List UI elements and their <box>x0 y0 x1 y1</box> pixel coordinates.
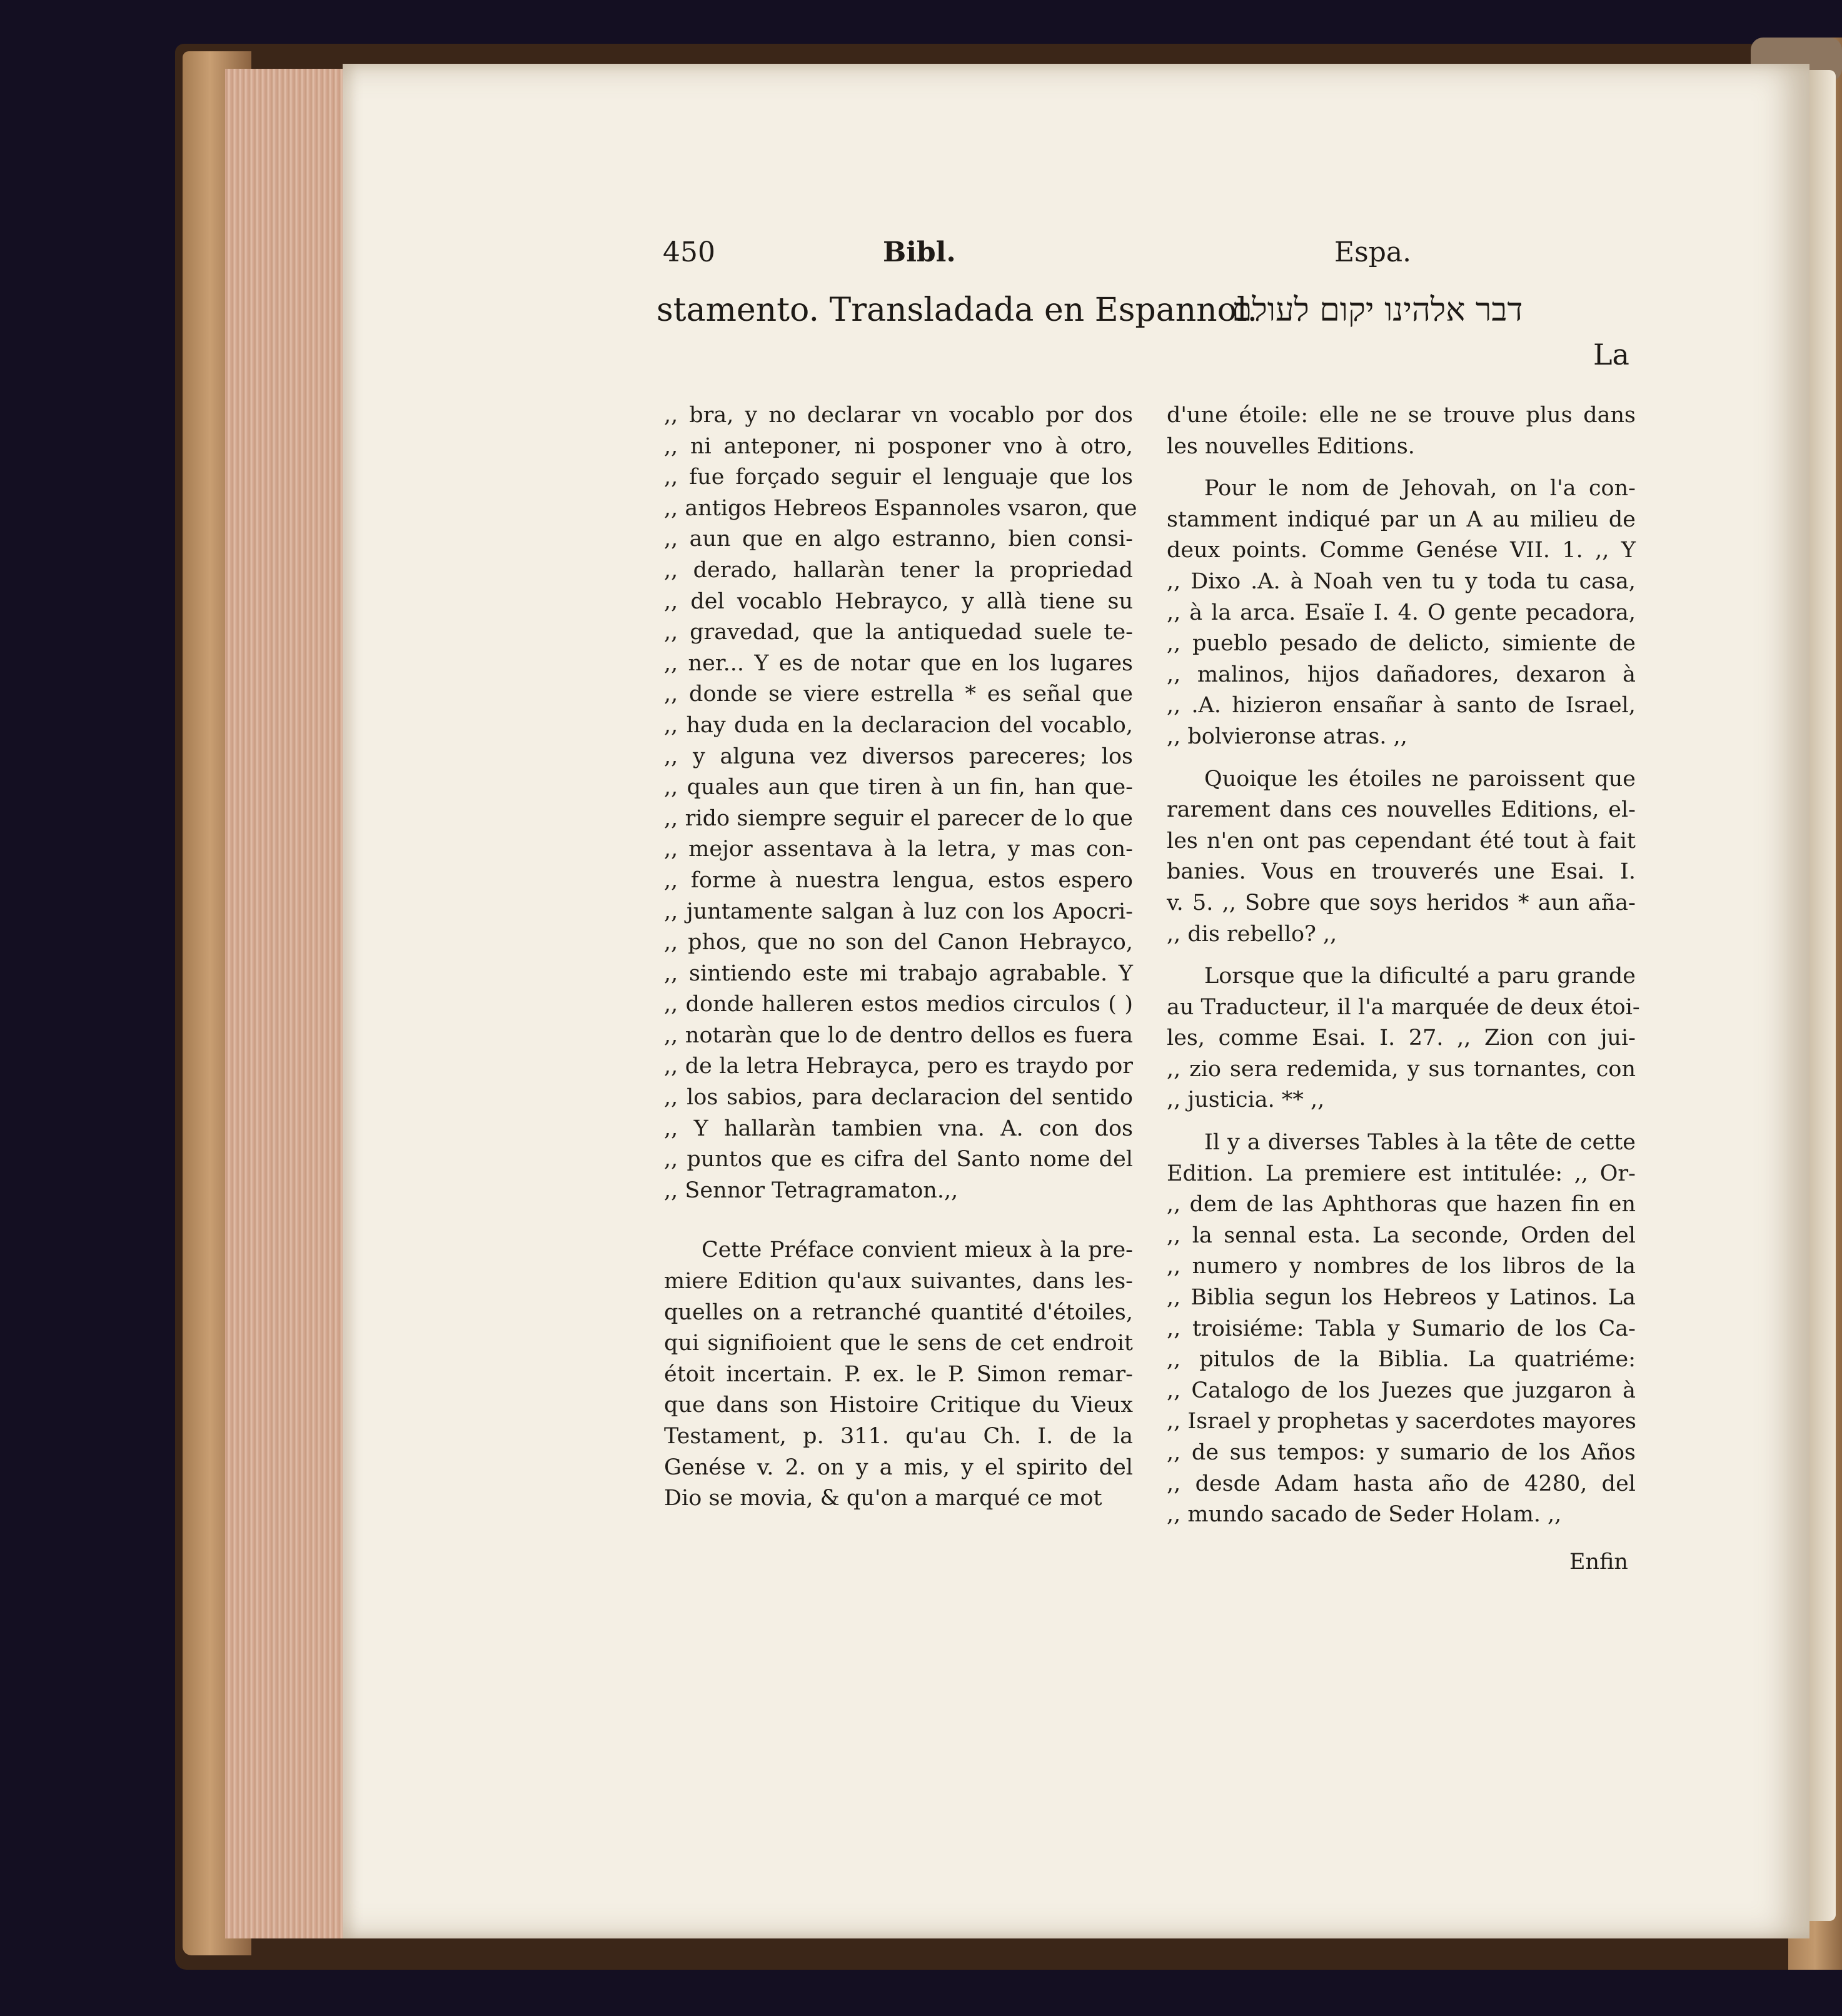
title-line <box>657 291 1638 335</box>
text-line: ,, juntamente salgan à luz con los Apocri- <box>664 899 1133 924</box>
text-line: ,, rido siempre seguir el parecer de lo que <box>664 805 1133 831</box>
text-line: ,, ni anteponer, ni posponer vno à otro, <box>664 433 1133 459</box>
right-block-5 <box>1167 1127 1636 1531</box>
text-line: ,, Catalogo de los Juezes que juzgaron à <box>1167 1378 1636 1403</box>
text-line: Pour le nom de Jehovah, on l'a con- <box>1204 476 1636 501</box>
text-line: Lorsque que la dificulté a paru grande <box>1204 964 1636 989</box>
right-column <box>1167 400 1640 1531</box>
title-latin: stamento. Transladada en Espannol. <box>657 291 1258 329</box>
text-line: Genése v. 2. on y a mis, y el spirito del <box>664 1454 1133 1480</box>
text-line: qui signifioient que le sens de cet endroit <box>664 1331 1133 1356</box>
text-line: ,, zio sera redemida, y sus tornantes, con <box>1167 1056 1636 1082</box>
text-line: ,, fue forçado seguir el lenguaje que los <box>664 465 1133 490</box>
text-line: ,, antigos Hebreos Espannoles vsaron, que <box>664 495 1137 521</box>
text-line: banies. Vous en trouverés une Esai. I. <box>1167 859 1636 885</box>
text-line: d'une étoile: elle ne se trouve plus dans <box>1167 403 1636 428</box>
text-line: ,, aun que en algo estranno, bien consi- <box>664 527 1133 552</box>
text-line: ,, Israel y prophetas y sacerdotes mayores <box>1167 1409 1636 1434</box>
running-head <box>663 236 1413 280</box>
catchword-top: La <box>1593 338 1629 371</box>
text-line: ,, forme à nuestra lengua, estos espero <box>664 867 1133 893</box>
text-line: ,, de sus tempos: y sumario de los Años <box>1167 1440 1636 1465</box>
text-line: ,, la sennal esta. La seconde, Orden del <box>1167 1222 1636 1248</box>
text-line: Dio se movia, & qu'on a marqué ce mot <box>664 1486 1102 1511</box>
text-line: ,, Biblia segun los Hebreos y Latinos. La <box>1167 1285 1636 1311</box>
text-line: étoit incertain. P. ex. le P. Simon remar- <box>664 1361 1133 1387</box>
text-line: les nouvelles Editions. <box>1167 433 1415 459</box>
text-line: ,, Dixo .A. à Noah ven tu y toda tu casa, <box>1167 568 1636 594</box>
text-line: ,, quales aun que tiren à un fin, han que- <box>664 775 1133 800</box>
text-line: ,, desde Adam hasta año de 4280, del <box>1167 1471 1636 1496</box>
text-line: ,, bolvieronse atras. ,, <box>1167 723 1407 749</box>
text-line: ,, pueblo pesado de delicto, simiente de <box>1167 631 1636 657</box>
right-block-3 <box>1167 764 1636 950</box>
left-column <box>664 400 1137 1515</box>
running-head-center: Bibl. <box>883 236 956 268</box>
text-line: ,, donde se viere estrella * es señal que <box>664 682 1133 707</box>
text-line: ,, derado, hallaràn tener la propriedad <box>664 557 1133 583</box>
text-line: Il y a diverses Tables à la tête de cette <box>1204 1130 1636 1156</box>
text-line: ,, sintiendo este mi trabajo agrabable. Y <box>664 960 1133 986</box>
text-line: ,, Y hallaràn tambien vna. A. con dos <box>664 1116 1133 1141</box>
text-line: v. 5. ,, Sobre que soys heridos * aun aña- <box>1167 890 1636 915</box>
text-line: ,, .A. hizieron ensañar à santo de Israel, <box>1167 693 1636 718</box>
text-line: ,, numero y nombres de los libros de la <box>1167 1254 1636 1279</box>
facing-page-edge <box>1808 70 1836 1921</box>
page-edges <box>225 69 344 1938</box>
text-line: ,, hay duda en la declaracion del vocablo, <box>664 712 1133 738</box>
text-line: ,, pitulos de la Biblia. La quatriéme: <box>1167 1347 1636 1373</box>
text-line: ,, gravedad, que la antiquedad suele te- <box>664 620 1133 645</box>
text-line: ,, dis rebello? ,, <box>1167 921 1337 947</box>
left-paragraph <box>664 1235 1133 1514</box>
text-line: ,, justicia. ** ,, <box>1167 1087 1325 1113</box>
text-line: ,, de la letra Hebrayca, pero es traydo por <box>664 1054 1133 1079</box>
text-line: ,, bra, y no declarar vn vocablo por dos <box>664 403 1133 428</box>
right-block-1 <box>1167 400 1636 462</box>
text-line: quelles on a retranché quantité d'étoiles, <box>664 1299 1133 1325</box>
text-line: Cette Préface convient mieux à la pre- <box>702 1237 1133 1263</box>
text-line: que dans son Histoire Critique du Vieux <box>664 1393 1133 1418</box>
catchword-bottom: Enfin <box>1569 1550 1628 1575</box>
text-line: au Traducteur, il l'a marquée de deux étoi- <box>1167 994 1640 1020</box>
text-line: ,, troisiéme: Tabla y Sumario de los Ca- <box>1167 1316 1636 1341</box>
text-line: les n'en ont pas cependant été tout à fait <box>1167 828 1636 854</box>
text-line: ,, ner... Y es de notar que en los lugares <box>664 650 1133 676</box>
text-line: stamment indiqué par un A au milieu de <box>1167 507 1636 532</box>
left-quote-block <box>664 400 1137 1206</box>
text-line: les, comme Esai. I. 27. ,, Zion con jui- <box>1167 1026 1636 1051</box>
running-head-right: Espa. <box>1334 236 1412 268</box>
text-line: deux points. Comme Genése VII. 1. ,, Y <box>1167 538 1636 563</box>
text-line: ,, donde halleren estos medios circulos ( ) <box>664 992 1133 1017</box>
text-line: ,, phos, que no son del Canon Hebrayco, <box>664 930 1133 955</box>
text-line: miere Edition qu'aux suivantes, dans les- <box>664 1269 1133 1294</box>
text-line: ,, dem de las Aphthoras que hazen fin en <box>1167 1192 1636 1217</box>
text-line: ,, los sabios, para declaracion del sentido <box>664 1085 1133 1111</box>
right-block-2 <box>1167 473 1636 752</box>
text-line: rarement dans ces nouvelles Editions, el- <box>1167 797 1636 823</box>
text-line: ,, y alguna vez diversos pareceres; los <box>664 743 1133 769</box>
text-line: ,, notaràn que lo de dentro dellos es fuera <box>664 1022 1133 1048</box>
text-line: ,, puntos que es cifra del Santo nome del <box>664 1147 1133 1172</box>
text-line: ,, Sennor Tetragramaton.,, <box>664 1177 959 1203</box>
text-line: ,, mejor assentava à la letra, y mas con- <box>664 837 1133 862</box>
text-line: ,, mundo sacado de Seder Holam. ,, <box>1167 1502 1562 1528</box>
text-line: ,, à la arca. Esaïe I. 4. O gente pecadora, <box>1167 600 1636 625</box>
text-line: ,, malinos, hijos dañadores, dexaron à <box>1167 662 1636 687</box>
title-hebrew: דבר אלהינו יקום לעולם <box>1232 291 1523 329</box>
page-number: 450 <box>663 236 715 268</box>
text-line: ,, del vocablo Hebrayco, y allà tiene su <box>664 588 1133 614</box>
right-block-4 <box>1167 961 1640 1116</box>
text-line: Quoique les étoiles ne paroissent que <box>1204 766 1636 792</box>
text-line: Edition. La premiere est intitulée: ,, Or- <box>1167 1161 1636 1186</box>
text-line: Testament, p. 311. qu'au Ch. I. de la <box>664 1424 1133 1449</box>
